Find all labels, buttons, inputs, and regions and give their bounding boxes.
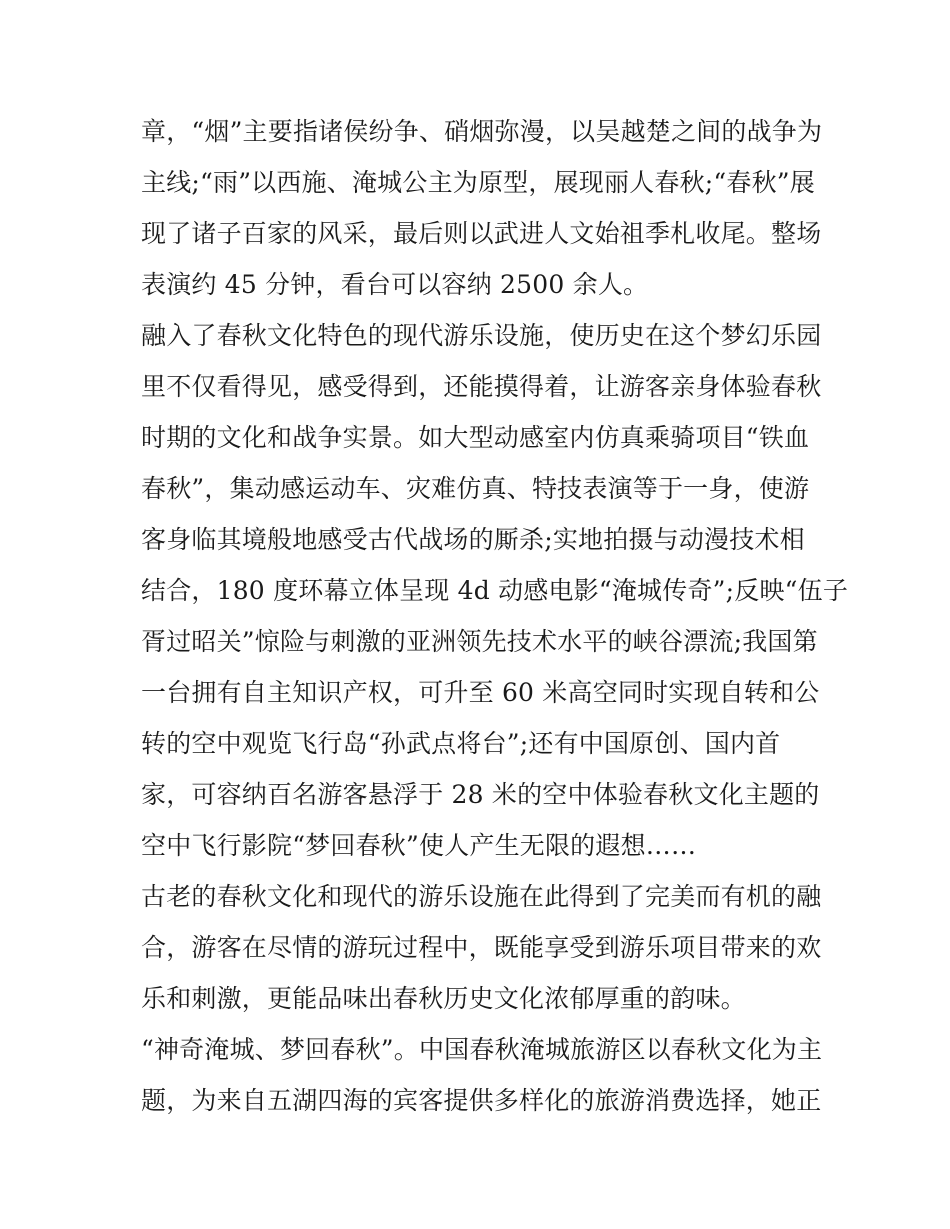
text-line: 春秋”，集动感运动车、灾难仿真、特技表演等于一身，使游 — [141, 474, 810, 503]
document-body — [141, 106, 849, 1126]
text-line: 章，“烟”主要指诸侯纷争、硝烟弥漫，以吴越楚之间的战争为 — [141, 117, 823, 146]
text-line: 主线;“雨”以西施、淹城公主为原型，展现丽人春秋;“春秋”展 — [141, 168, 815, 197]
text-line: 融入了春秋文化特色的现代游乐设施，使历史在这个梦幻乐园 — [141, 321, 822, 350]
text-line: 胥过昭关”惊险与刺激的亚洲领先技术水平的峡谷漂流;我国第 — [141, 627, 818, 656]
text-line: 转的空中观览飞行岛“孙武点将台”;还有中国原创、国内首 — [141, 729, 781, 758]
text-line: 空中飞行影院“梦回春秋”使人产生无限的遐想…… — [141, 831, 697, 860]
text-line: 时期的文化和战争实景。如大型动感室内仿真乘骑项目“铁血 — [141, 423, 810, 452]
text-line: 题，为来自五湖四海的宾客提供多样化的旅游消费选择，她正 — [141, 1086, 822, 1115]
text-line: 表演约 45 分钟，看台可以容纳 2500 余人。 — [141, 270, 649, 299]
text-line: 客身临其境般地感受古代战场的厮杀;实地拍摄与动漫技术相 — [141, 525, 805, 554]
text-line: 古老的春秋文化和现代的游乐设施在此得到了完美而有机的融 — [141, 882, 822, 911]
text-line: 结合，180 度环幕立体呈现 4d 动感电影“淹城传奇”;反映“伍子 — [141, 576, 849, 605]
text-line: “神奇淹城、梦回春秋”。中国春秋淹城旅游区以春秋文化为主 — [141, 1035, 823, 1064]
text-line: 合，游客在尽情的游玩过程中，既能享受到游乐项目带来的欢 — [141, 933, 822, 962]
text-line: 里不仅看得见，感受得到，还能摸得着，让游客亲身体验春秋 — [141, 372, 822, 401]
text-line: 家，可容纳百名游客悬浮于 28 米的空中体验春秋文化主题的 — [141, 780, 820, 809]
text-line: 一台拥有自主知识产权，可升至 60 米高空同时实现自转和公 — [141, 678, 820, 707]
text-line: 现了诸子百家的风采，最后则以武进人文始祖季札收尾。整场 — [141, 219, 822, 248]
text-line: 乐和刺激，更能品味出春秋历史文化浓郁厚重的韵味。 — [141, 984, 746, 1013]
